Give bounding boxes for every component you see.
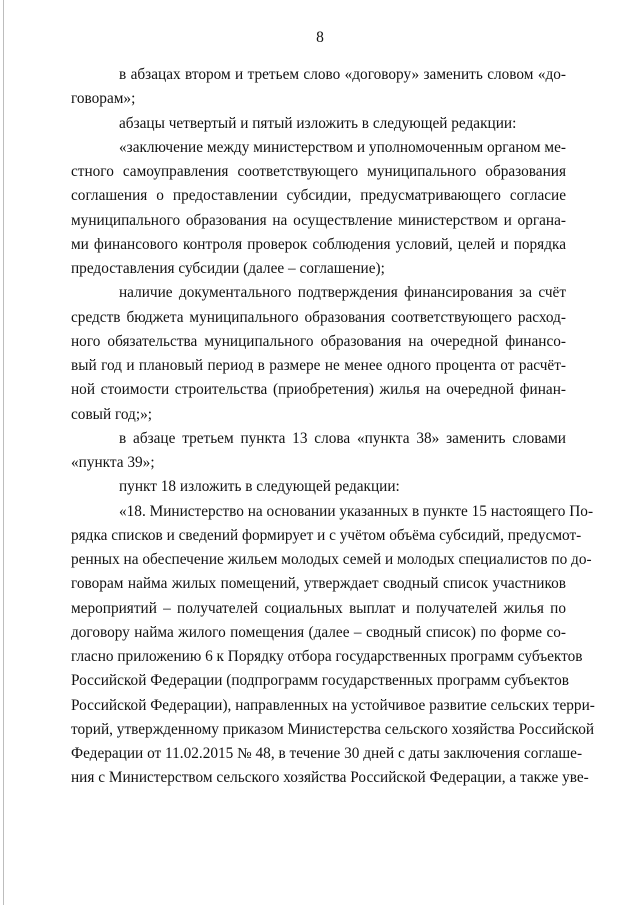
scan-edge-line — [3, 0, 4, 905]
text-line: абзацы четвертый и пятый изложить в следующей редакции: — [119, 114, 517, 132]
text-line: Федерации от 11.02.2015 № 48, в течение 30 дней с даты заключения соглаше- — [71, 745, 583, 762]
text-line: ния с Министерством сельского хозяйства Российской Федерации, а также уве- — [71, 769, 589, 787]
text-line: «18. Министерство на основании указанных в пункте 15 настоящего По- — [119, 502, 594, 520]
text-line: говорам»; — [71, 90, 136, 108]
text-line: «заключение между министерством и уполномоченным органом ме- — [119, 138, 566, 156]
text-line: ного обязательства муниципального образования на очередной финансо- — [71, 332, 566, 350]
text-line: в абзацах втором и третьем слово «договору» заменить словом «до- — [119, 66, 566, 83]
text-line: ренных на обеспечение жильем молодых семей и молодых специалистов по до- — [71, 551, 592, 568]
text-line: средств бюджета муниципального образования соответствующего расход- — [71, 308, 566, 326]
text-line: «пункта 39»; — [71, 454, 155, 471]
text-line: соглашения о предоставлении субсидии, предусматривающего согласие — [71, 187, 566, 205]
page-number: 8 — [316, 29, 324, 46]
paragraph — [119, 475, 566, 499]
paragraph — [71, 63, 566, 112]
paragraph — [71, 427, 566, 476]
text-line: совый год;»; — [71, 405, 152, 423]
text-line: Российской Федерации), направленных на устойчивое развитие сельских терри- — [71, 696, 595, 714]
text-line: рядка списков и сведений формирует и с учётом объёма субсидий, предусмот- — [71, 526, 582, 544]
text-line: договору найма жилого помещения (далее – сводный список) по форме со- — [71, 623, 566, 641]
text-line: Российской Федерации (подпрограмм государственных программ субъектов — [71, 672, 569, 690]
text-line: стного самоуправления соответствующего муниципального образования — [71, 163, 566, 180]
text-line: торий, утвержденному приказом Министерства сельского хозяйства Российской — [71, 720, 595, 738]
paragraph — [71, 136, 566, 282]
text-line: наличие документального подтверждения финансирования за счёт — [119, 284, 566, 302]
document-body — [71, 63, 595, 791]
text-line: мероприятий – получателей социальных выплат и получателей жилья по — [71, 599, 566, 617]
text-line: в абзаце третьем пункта 13 слова «пункта 38» заменить словами — [119, 429, 566, 447]
text-line: муниципального образования на осуществление министерством и органа- — [71, 211, 566, 229]
text-line: пункт 18 изложить в следующей редакции: — [119, 478, 400, 496]
paragraph — [71, 281, 566, 427]
text-line: вый год и плановый период в размере не менее одного процента от расчёт- — [71, 357, 566, 374]
paragraph — [71, 500, 595, 791]
text-line: гласно приложению 6 к Порядку отбора государственных программ субъектов — [71, 648, 583, 665]
text-line: ми финансового контроля проверок соблюдения условий, целей и порядка — [71, 235, 566, 253]
paragraph — [119, 112, 566, 136]
text-line: предоставления субсидии (далее – соглашение); — [71, 260, 385, 277]
text-line: ной стоимости строительства (приобретения) жилья на очередной финан- — [71, 381, 566, 399]
text-line: говорам найма жилых помещений, утверждает сводный список участников — [71, 575, 566, 593]
